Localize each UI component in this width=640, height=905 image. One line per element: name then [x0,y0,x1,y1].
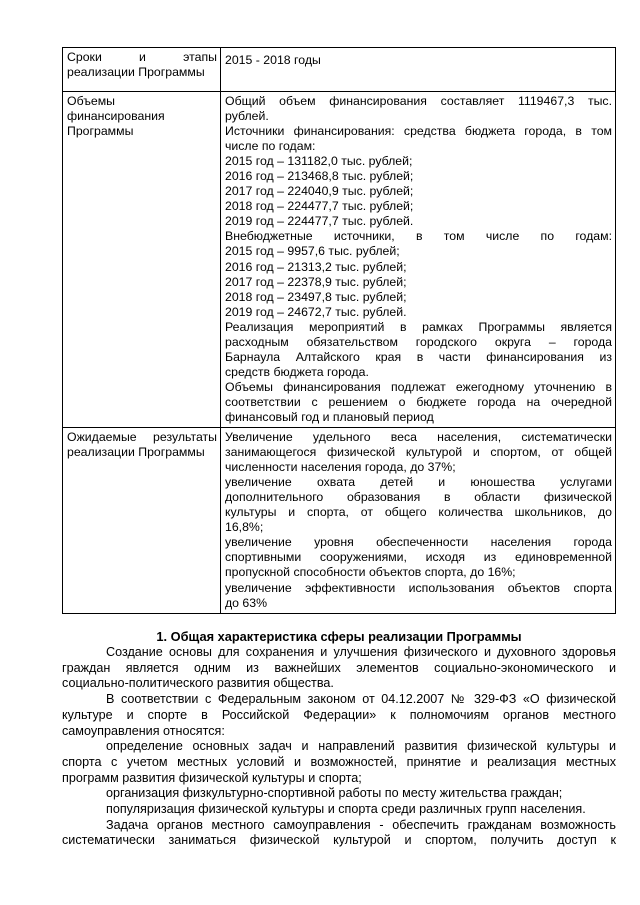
value-line: Общий объем финансирования составляет 1119467,3 тыс. [225,94,612,108]
label-line: реализации Программы [67,445,205,460]
body-line: спорта с учетом местных условий и возможностей, принятие и реализация местных [62,754,616,769]
value-line: численности населения города, до 37%; [225,460,456,475]
body-line: программ развития физической культуры и спорта; [62,770,362,785]
row-value [221,48,616,92]
value-line: Источники финансирования: средства бюджета города, в том [225,124,612,139]
value-line: дополнительного образования в области физической [225,490,612,505]
value-line: 2015 год – 131182,0 тыс. рублей; [225,154,413,169]
body-line: культуре и спорте в Российской Федерации» к полномочиям органов местного [62,707,616,722]
row-value [221,428,616,614]
body-line: Создание основы для сохранения и улучшения физического и духовного здоровья [106,645,616,659]
row-label [63,48,221,92]
row-financing-volume [63,92,616,428]
section-heading: 1. Общая характеристика сферы реализации Программы [156,629,522,644]
row-label [63,92,221,428]
value-line: Внебюджетные источники, в том числе по годам: [225,229,612,244]
value-line: 2016 год – 21313,2 тыс. рублей; [225,259,407,274]
body-line: Задача органов местного самоуправления - обеспечить гражданам возможность [106,817,616,832]
value-line: 2019 год – 24672,7 тыс. рублей. [225,304,407,319]
value-line: Барнаула Алтайского края в части финансирования из [225,349,612,364]
label-line: Ожидаемые результаты [67,430,217,445]
value-line: увеличение уровня обеспеченности населения города [225,535,612,550]
value-line: средств бюджета города. [225,364,369,379]
label-line: финансирования [67,109,165,124]
value-line: занимающегося физической культурой и спортом, от общей [225,445,612,460]
value-line: увеличение эффективности использования объектов спорта [225,580,612,595]
label-line: реализации Программы [67,65,205,80]
body-line: популяризация физической культуры и спорта среди различных групп населения. [106,802,586,817]
value-line: расходным обязательством городского округа – города [225,334,612,349]
body-line: самоуправления относятся: [62,723,225,738]
label-line: Сроки и этапы [67,50,217,64]
value-line: 2019 год – 224477,7 тыс. рублей. [225,214,414,229]
body-line: систематически заниматься физической культурой и спортом, получить доступ к [62,833,616,848]
label-line: Программы [67,124,134,139]
value-line: культуры и спорта, от общего количества школьников, до [225,505,612,520]
value-line: Объемы финансирования подлежат ежегодному уточнению в [225,379,612,394]
value-line: числе по годам: [225,139,316,154]
row-expected-results [63,428,616,614]
value-line: 2017 год – 224040,9 тыс. рублей; [225,184,414,199]
value-line: пропускной способности объектов спорта, до 16%; [225,565,516,580]
value-line: финансовый год и плановый период [225,409,434,424]
value-line: увеличение охвата детей и юношества услугами [225,475,612,490]
value-line: Реализация мероприятий в рамках Программы является [225,319,612,334]
body-line: В соответствии с Федеральным законом от 04.12.2007 № 329-ФЗ «О физической [106,692,616,707]
body-line: организация физкультурно-спортивной работы по месту жительства граждан; [106,786,563,801]
label-line: Объемы [67,94,116,108]
value-line: 2018 год – 23497,8 тыс. рублей; [225,289,407,304]
value-line: Увеличение удельного веса населения, систематически [225,430,612,445]
value-line: до 63% [225,595,268,610]
body-line: социально-политического развития общества. [62,676,334,691]
section-body-text [62,645,616,849]
value-line: 2015 год – 9957,6 тыс. рублей; [225,244,400,259]
program-passport-table [62,47,616,614]
value-line: спортивными сооружениями, исходя из единовременной [225,550,612,565]
body-line: граждан является одним из важнейших элементов социально-экономического и [62,660,616,675]
row-value [221,92,616,428]
value-line: 2016 год – 213468,8 тыс. рублей; [225,169,414,184]
value-line: соответствии с решением о бюджете города на очередной [225,394,612,409]
value-line: 2015 - 2018 годы [225,53,321,67]
row-program-terms [63,48,616,92]
value-line: 2017 год – 22378,9 тыс. рублей; [225,274,407,289]
body-line: определение основных задач и направлений развития физической культуры и [106,739,616,754]
row-label [63,428,221,614]
value-line: 16,8%; [225,520,264,535]
value-line: рублей. [225,109,269,124]
value-line: 2018 год – 224477,7 тыс. рублей; [225,199,414,214]
